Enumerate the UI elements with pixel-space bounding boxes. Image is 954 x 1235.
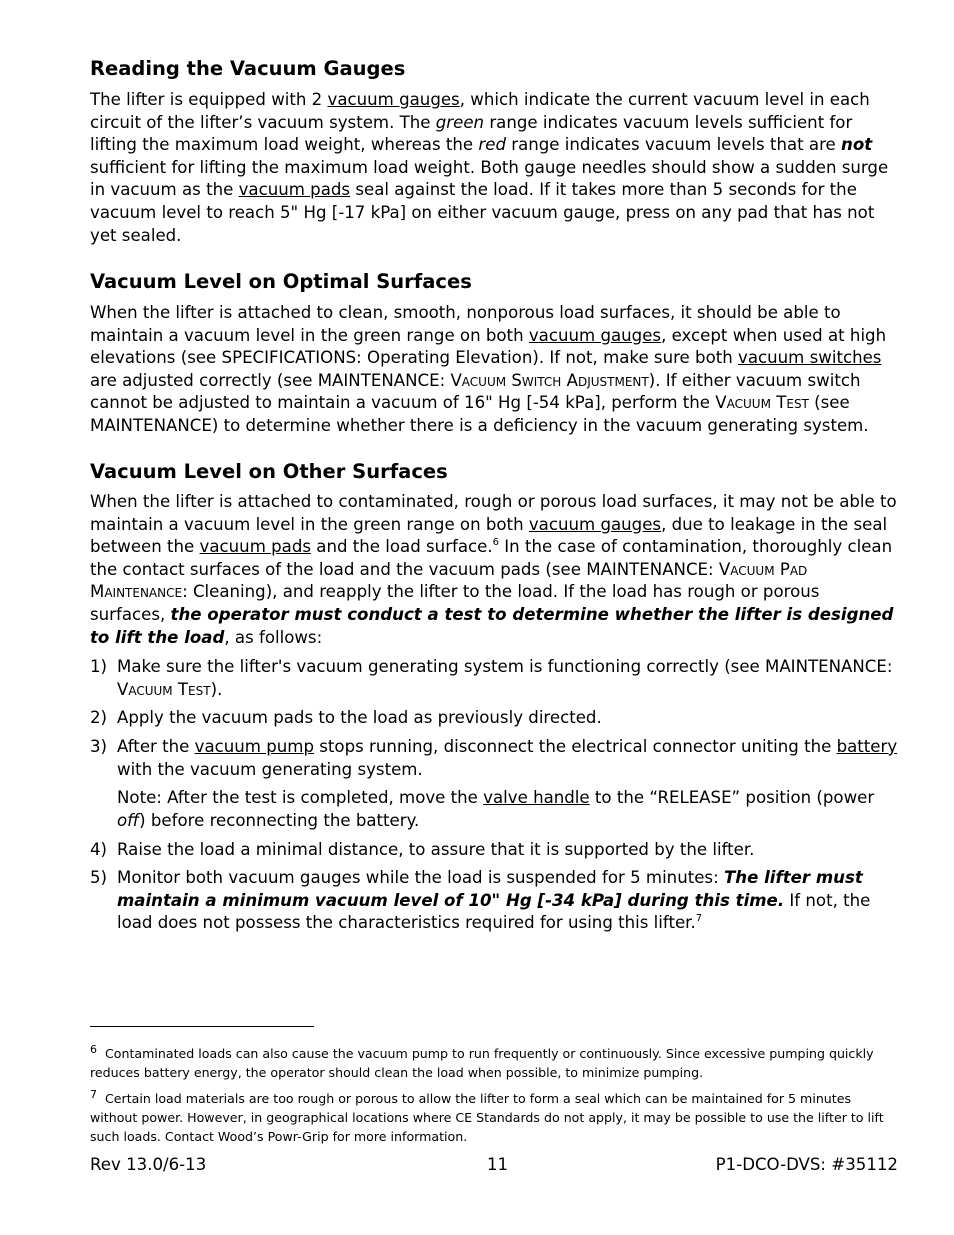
term-vacuum-switches: vacuum switches <box>738 348 882 368</box>
text: Monitor both vacuum gauges while the load is suspended for 5 minutes: <box>117 868 724 887</box>
text: ) before reconnecting the battery. <box>139 810 420 830</box>
text: sufficient for lifting the maximum load weight. Both gauge needles should show a sudden surge in vacuum as the <box>90 157 889 200</box>
text: and the load surface. <box>311 537 493 557</box>
text: Note: After the test is completed, move the <box>117 788 484 807</box>
text: range indicates vacuum levels sufficient for lifting the maximum load weight, whereas the <box>90 112 853 155</box>
note-after-test <box>117 787 898 832</box>
text: , as follows: <box>224 627 323 647</box>
text: The lifter is equipped with 2 <box>90 90 328 109</box>
term-valve-handle: valve handle <box>483 788 590 807</box>
text: ). If either vacuum switch cannot be adjusted to maintain a vacuum of 16" Hg [-54 kPa], perform the <box>90 370 861 413</box>
text: Make sure the lifter's vacuum generating system is functioning correctly (see MAINTENANCE: <box>117 657 893 676</box>
list-number: 2) <box>90 708 108 727</box>
text: , except when used at high elevations (see SPECIFICATIONS: Operating Elevation). If not, make sure both <box>90 325 887 368</box>
list-item-4 <box>90 839 898 862</box>
heading-optimal-surfaces: Vacuum Level on Optimal Surfaces <box>90 270 472 293</box>
list-item-1 <box>90 656 898 701</box>
term-vacuum-gauges: vacuum gauges <box>327 90 460 109</box>
list-item-text: Raise the load a minimal distance, to assure that it is supported by the lifter. <box>117 840 755 859</box>
footnote-divider <box>90 1026 314 1027</box>
footnote-ref-7[interactable]: 7 <box>695 913 703 925</box>
ref-vacuum-test: Vacuum Test <box>117 679 211 699</box>
list-item-text <box>117 867 898 935</box>
list-number: 3) <box>90 737 108 756</box>
text: , due to leakage in the seal between the <box>90 514 888 557</box>
emphasis-red: red <box>478 135 506 155</box>
text: If not, the load does not possess the characteristics required for using this lifter. <box>117 890 871 933</box>
term-vacuum-pads: vacuum pads <box>199 537 312 557</box>
text: ). <box>210 679 223 699</box>
term-vacuum-pump: vacuum pump <box>194 737 314 756</box>
heading-other-surfaces: Vacuum Level on Other Surfaces <box>90 460 448 483</box>
text: with the vacuum generating system. <box>117 759 423 779</box>
ref-vacuum-test: Vacuum Test <box>715 393 809 413</box>
ref-vacuum-switch-adjustment: Vacuum Switch Adjustment <box>450 370 649 390</box>
list-number: 1) <box>90 657 108 676</box>
text: (see MAINTENANCE) to determine whether there is a deficiency in the vacuum generating system. <box>90 393 869 435</box>
paragraph-reading-vacuum-gauges <box>90 89 898 247</box>
emphasis-off: off <box>117 810 140 830</box>
footnote-text: Certain load materials are too rough or porous to allow the lifter to form a seal which can be maintained for 5 minutes without power. However, in geographical locations where CE Standards do not apply, it may be possible to use the lifter to lift such loads. Contact Wood’s Powr-Grip for more information. <box>90 1091 884 1144</box>
heading-reading-vacuum-gauges: Reading the Vacuum Gauges <box>90 57 406 80</box>
emphasis-minimum-vacuum: The lifter must maintain a minimum vacuum level of 10" Hg [-34 kPa] during this time. <box>117 868 863 910</box>
list-number: 5) <box>90 868 108 887</box>
term-vacuum-gauges: vacuum gauges <box>528 514 662 534</box>
text: When the lifter is attached to clean, smooth, nonporous load surfaces, it should be able to maintain a vacuum level in the green range on both <box>90 303 841 345</box>
text: , which indicate the current vacuum level in each circuit of the lifter’s vacuum system. The <box>90 90 870 132</box>
term-vacuum-pads: vacuum pads <box>238 180 351 200</box>
text: When the lifter is attached to contaminated, rough or porous load surfaces, it may not be able to maintain a vacuum level in the green range on both <box>90 492 897 534</box>
revision-label: Rev 13.0/6-13 <box>90 1155 207 1174</box>
paragraph-optimal-surfaces <box>90 302 898 438</box>
list-item-text <box>117 736 898 781</box>
document-number: P1-DCO-DVS: #35112 <box>715 1155 898 1174</box>
footnote-text: Contaminated loads can also cause the vacuum pump to run frequently or continuously. Since excessive pumping quickly reduces battery energy, the operator should clean the load when possible, to minimize pumping. <box>90 1046 874 1080</box>
text: are adjusted correctly (see MAINTENANCE: <box>90 370 451 390</box>
emphasis-not: not <box>841 135 873 155</box>
ref-vacuum-pad-maintenance: Vacuum Pad Maintenance <box>90 559 808 602</box>
text: range indicates vacuum levels that are <box>505 135 842 155</box>
paragraph-other-surfaces <box>90 491 898 649</box>
emphasis-operator-test: the operator must conduct a test to determine whether the lifter is designed to lift the load <box>90 604 894 647</box>
list-item-5 <box>90 867 898 935</box>
page-number: 11 <box>487 1155 509 1174</box>
list-number: 4) <box>90 840 108 859</box>
list-item-text <box>117 656 898 701</box>
list-item-text: Apply the vacuum pads to the load as previously directed. <box>117 708 602 727</box>
text: to the “RELEASE” position (power <box>589 788 875 807</box>
footnote-number: 7 <box>90 1088 97 1101</box>
footnote-ref-6[interactable]: 6 <box>492 537 500 549</box>
page-footer <box>90 1155 898 1179</box>
footnote-number: 6 <box>90 1043 97 1056</box>
term-vacuum-gauges: vacuum gauges <box>528 325 662 345</box>
footnote-7 <box>90 1090 898 1146</box>
emphasis-green: green <box>435 112 485 132</box>
text: After the <box>117 737 195 756</box>
text: In the case of contamination, thoroughly clean the contact surfaces of the load and the vacuum pads (see MAINTENANCE: <box>90 537 893 579</box>
text: seal against the load. If it takes more than 5 seconds for the vacuum level to reach 5" Hg [-17 kPa] on either vacuum gauge, press on any pad that has not yet sealed. <box>90 180 875 245</box>
text: : Cleaning), and reapply the lifter to the load. If the load has rough or porous surfaces, <box>90 582 820 624</box>
text: stops running, disconnect the electrical connector uniting the <box>313 737 837 756</box>
list-item-3 <box>90 736 898 781</box>
term-battery: battery <box>836 737 898 756</box>
list-item-2 <box>90 707 898 730</box>
footnote-6 <box>90 1045 898 1083</box>
